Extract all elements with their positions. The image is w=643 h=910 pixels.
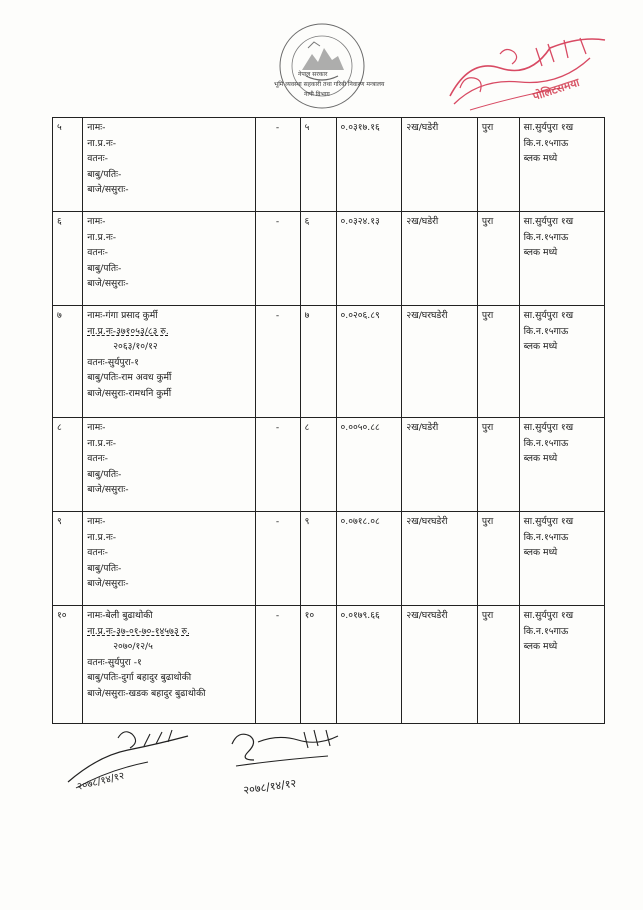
father-name: बाबु/पतिः-दुर्गा बहादुर बुढाथोकी bbox=[87, 672, 192, 683]
owner-details bbox=[83, 212, 255, 306]
kitta-number: ८ bbox=[300, 418, 336, 512]
table-row bbox=[53, 306, 605, 418]
location-line-1: सा.सुर्यपुरा १ख bbox=[523, 422, 574, 433]
owner-details bbox=[83, 512, 255, 606]
seal-line-3: नापी विभाग bbox=[304, 91, 330, 98]
location-line-2: कि.न.१५गाऊ bbox=[523, 531, 569, 543]
status: पुरा bbox=[477, 306, 519, 418]
status: पुरा bbox=[477, 418, 519, 512]
location-line-1: सा.सुर्यपुरा १ख bbox=[523, 516, 574, 527]
grandfather-name: बाजे/ससुराः- bbox=[87, 578, 129, 589]
grandfather-name: बाजे/ससुराः-रामधनि कुर्मी bbox=[87, 387, 172, 399]
citizenship-number: ना.प्र.नः-३७१०५३/८३ रु. bbox=[87, 325, 169, 337]
received-stamp bbox=[440, 18, 615, 118]
seal-line-2: भूमि व्यवस्था सहकारी तथा गरिबी निवारण मन्त्रालय bbox=[274, 81, 385, 88]
kitta-number: ५ bbox=[300, 118, 336, 212]
grandfather-name: बाजे/ससुराः-खडक बहादुर बुढाथोकी bbox=[87, 687, 206, 699]
father-name: बाबु/पतिः- bbox=[87, 168, 122, 180]
location bbox=[519, 306, 604, 418]
row-number: ६ bbox=[53, 212, 83, 306]
land-records-table bbox=[52, 117, 605, 724]
location-line-1: सा.सुर्यपुरा १ख bbox=[523, 610, 574, 621]
area-value: ०.०३१७.१६ bbox=[336, 118, 402, 212]
location-line-2: कि.न.१५गाऊ bbox=[523, 325, 569, 337]
stamp-scribble-icon bbox=[440, 18, 615, 118]
seal-emblem-icon bbox=[268, 18, 376, 114]
location-line-3: ब्लक मध्ये bbox=[523, 453, 558, 464]
area-value: ०.०१७९.६६ bbox=[336, 606, 402, 724]
location bbox=[519, 606, 604, 724]
location-line-2: कि.न.१५गाऊ bbox=[523, 437, 569, 449]
row-number: ८ bbox=[53, 418, 83, 512]
status: पुरा bbox=[477, 512, 519, 606]
kitta-number: १० bbox=[300, 606, 336, 724]
owner-name: नामः- bbox=[87, 516, 106, 527]
owner-details bbox=[83, 306, 255, 418]
dash-cell: - bbox=[255, 306, 300, 418]
stamp-text: पोलिटसमया bbox=[531, 75, 582, 104]
owner-name: नामः- bbox=[87, 122, 106, 133]
location bbox=[519, 512, 604, 606]
table-row bbox=[53, 212, 605, 306]
row-number: ५ bbox=[53, 118, 83, 212]
owner-details bbox=[83, 118, 255, 212]
table-row bbox=[53, 606, 605, 724]
land-type: २ख/घडेरी bbox=[402, 418, 477, 512]
location bbox=[519, 212, 604, 306]
kitta-number: ९ bbox=[300, 512, 336, 606]
area-value: ०.०७१८.०८ bbox=[336, 512, 402, 606]
location-line-3: ब्लक मध्ये bbox=[523, 641, 558, 652]
father-name: बाबु/पतिः- bbox=[87, 468, 122, 480]
area-value: ०.००५०.८८ bbox=[336, 418, 402, 512]
location bbox=[519, 118, 604, 212]
signature-scribble-icon bbox=[58, 716, 198, 796]
dash-cell: - bbox=[255, 118, 300, 212]
status: पुरा bbox=[477, 606, 519, 724]
dash-cell: - bbox=[255, 212, 300, 306]
citizenship-number: ना.प्र.नः-३७-०१-७०-१४५७३ रु. bbox=[87, 625, 190, 637]
grandfather-name: बाजे/ससुराः- bbox=[87, 484, 129, 495]
location-line-2: कि.न.१५गाऊ bbox=[523, 231, 569, 243]
address: वतनः-सुर्यपुरा -१ bbox=[87, 656, 142, 668]
left-signature-date: २०७८/१४/१२ bbox=[76, 770, 126, 793]
land-type: २ख/घडेरी bbox=[402, 212, 477, 306]
owner-name: नामः-गंगा प्रसाद कुर्मी bbox=[87, 310, 158, 321]
address: वतनः- bbox=[87, 453, 108, 464]
land-type: २ख/घडेरी bbox=[402, 118, 477, 212]
location-line-3: ब्लक मध्ये bbox=[523, 547, 558, 558]
owner-details bbox=[83, 606, 255, 724]
land-type: २ख/घरघडेरी bbox=[402, 306, 477, 418]
right-signature-date: २०७८/१४/१२ bbox=[242, 776, 298, 797]
grandfather-name: बाजे/ससुराः- bbox=[87, 278, 129, 289]
dash-cell: - bbox=[255, 512, 300, 606]
location-line-2: कि.न.१५गाऊ bbox=[523, 137, 569, 149]
area-value: ०.०२०६.८९ bbox=[336, 306, 402, 418]
area-value: ०.०३२४.१३ bbox=[336, 212, 402, 306]
seal-line-1: नेपाल सरकार bbox=[298, 71, 328, 78]
location-line-3: ब्लक मध्ये bbox=[523, 341, 558, 352]
land-type: २ख/घरघडेरी bbox=[402, 512, 477, 606]
table-row bbox=[53, 118, 605, 212]
father-name: बाबु/पतिः- bbox=[87, 562, 122, 574]
citizenship-date: २०७०/१२/५ bbox=[113, 641, 153, 652]
father-name: बाबु/पतिः-राम अवध कुर्मी bbox=[87, 372, 172, 383]
owner-details bbox=[83, 418, 255, 512]
citizenship-number: ना.प्र.नः- bbox=[87, 437, 117, 449]
table-row bbox=[53, 512, 605, 606]
location-line-1: सा.सुर्यपुरा १ख bbox=[523, 310, 574, 321]
kitta-number: ६ bbox=[300, 212, 336, 306]
location-line-1: सा.सुर्यपुरा १ख bbox=[523, 216, 574, 227]
land-type: २ख/घरघडेरी bbox=[402, 606, 477, 724]
location-line-1: सा.सुर्यपुरा १ख bbox=[523, 122, 574, 133]
row-number: ९ bbox=[53, 512, 83, 606]
address: वतनः- bbox=[87, 547, 108, 558]
owner-name: नामः- bbox=[87, 216, 106, 227]
location-line-2: कि.न.१५गाऊ bbox=[523, 625, 569, 637]
citizenship-date: २०६३/१०/१२ bbox=[113, 341, 158, 352]
father-name: बाबु/पतिः- bbox=[87, 262, 122, 274]
signature-scribble-icon bbox=[218, 716, 368, 802]
citizenship-number: ना.प्र.नः- bbox=[87, 231, 117, 243]
signature-right bbox=[218, 716, 368, 802]
table-row bbox=[53, 418, 605, 512]
location-line-3: ब्लक मध्ये bbox=[523, 247, 558, 258]
government-seal bbox=[268, 18, 385, 114]
address: वतनः- bbox=[87, 247, 108, 258]
address: वतनः-सुर्यपुरा-१ bbox=[87, 356, 139, 368]
kitta-number: ७ bbox=[300, 306, 336, 418]
row-number: १० bbox=[53, 606, 83, 724]
citizenship-number: ना.प्र.नः- bbox=[87, 531, 117, 543]
citizenship-number: ना.प्र.नः- bbox=[87, 137, 117, 149]
owner-name: नामः- bbox=[87, 422, 106, 433]
row-number: ७ bbox=[53, 306, 83, 418]
dash-cell: - bbox=[255, 418, 300, 512]
grandfather-name: बाजे/ससुराः- bbox=[87, 184, 129, 195]
location bbox=[519, 418, 604, 512]
owner-name: नामः-बेली बुढाथोकी bbox=[87, 610, 153, 621]
address: वतनः- bbox=[87, 153, 108, 164]
status: पुरा bbox=[477, 118, 519, 212]
status: पुरा bbox=[477, 212, 519, 306]
signature-left bbox=[58, 716, 198, 796]
dash-cell: - bbox=[255, 606, 300, 724]
table-body bbox=[53, 118, 605, 724]
location-line-3: ब्लक मध्ये bbox=[523, 153, 558, 164]
